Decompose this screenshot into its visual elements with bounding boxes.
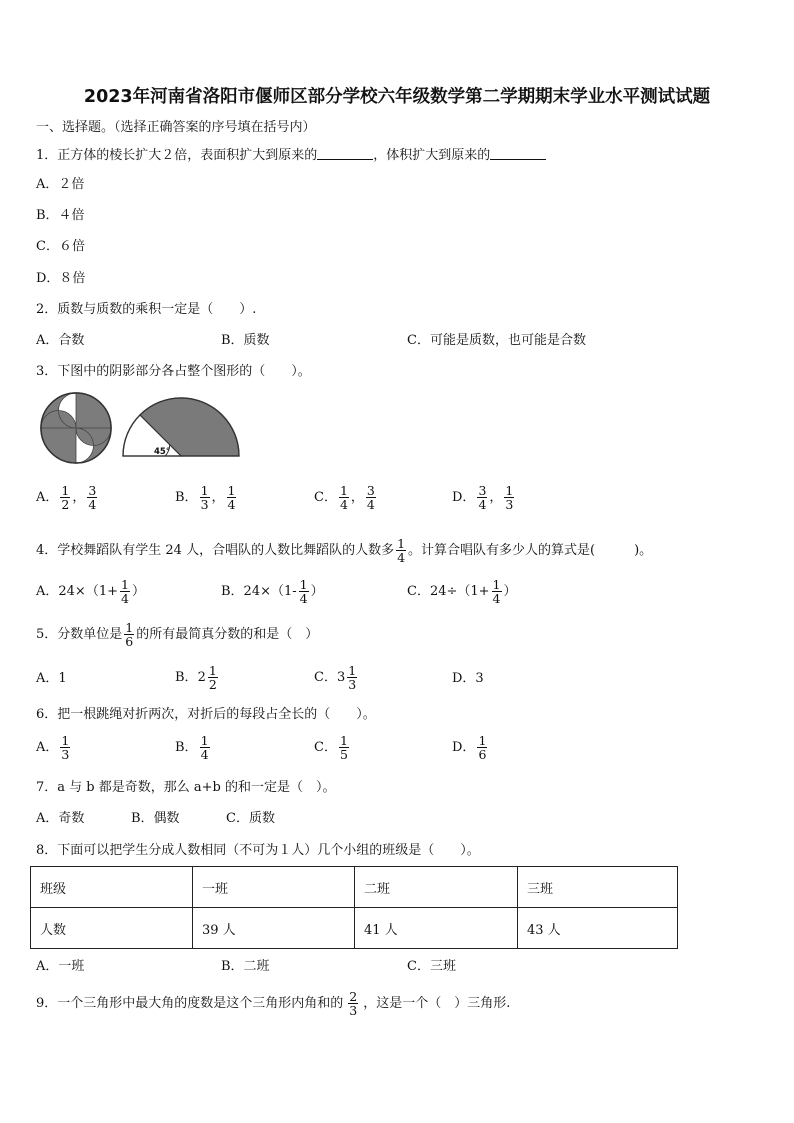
denominator: 2 [208,677,217,693]
numerator: 1 [200,483,209,498]
q6-option-b[interactable] [175,734,212,761]
denominator: 3 [200,497,209,513]
fraction [477,734,487,761]
q6-option-d[interactable] [452,734,489,761]
denominator: 4 [121,591,129,607]
fraction [492,578,502,605]
numerator: 1 [61,483,70,498]
denominator: 6 [125,634,134,650]
numerator: 3 [88,483,97,498]
q6-option-a-label: A． [36,740,59,756]
q6-option-a[interactable] [36,734,72,761]
fraction [124,621,134,648]
numerator: 1 [121,577,129,592]
question-3: 3．下图中的阴影部分各占整个图形的（ ）。 [36,364,311,379]
q5-option-c[interactable] [314,664,359,691]
q3-option-d-label: D． [452,490,476,506]
table-cell: 班级 [31,867,193,908]
q2-option-a[interactable]: A．合数 [36,333,85,348]
semicircle-figure [122,393,244,459]
numerator: 1 [505,483,514,498]
question-6: 6．把一根跳绳对折两次，对折后的每段占全长的（ ）。 [36,707,376,722]
fraction [120,578,130,605]
fraction [299,578,309,605]
q6-option-c[interactable] [314,734,351,761]
q5-text-a: 5．分数单位是 [36,627,123,643]
q1-option-d[interactable]: D．８倍 [36,271,86,286]
q4-option-b-close: ） [310,584,324,600]
table-cell: 二班 [355,867,518,908]
q4-option-c-text: C．24÷（1+ [407,584,490,600]
numerator: 1 [125,620,134,635]
pinwheel-figure [38,391,114,465]
q5-option-c-label: C． [314,670,337,686]
q7-option-a[interactable]: A．奇数 [36,811,85,826]
fraction [366,484,376,511]
question-8: 8．下面可以把学生分成人数相同（不可为１人）几个小组的班级是（ ）。 [36,843,480,858]
denominator: 4 [366,497,375,513]
numerator: 3 [366,483,375,498]
q3-option-a-label: A． [36,490,59,506]
q3-option-a[interactable]: A． $\frac{1}{2}$ ， $\frac{3}{4}$ [36,483,97,513]
denominator: 2 [61,497,70,513]
question-5 [36,621,318,648]
table-cell: 一班 [193,867,355,908]
denominator: 4 [200,747,209,763]
fraction [227,484,237,511]
table-cell: 三班 [518,867,678,908]
numerator: 1 [478,733,487,748]
q4-option-a-close: ） [131,584,145,600]
q4-text-b: 。计算合唱队有多少人的算式是( )。 [408,543,653,559]
numerator: 2 [349,989,358,1004]
mixed-whole: 2 [197,670,206,686]
fraction [208,664,218,691]
q5-option-b[interactable] [175,664,220,691]
table-cell: 41 人 [355,908,518,949]
table-row [31,867,678,908]
table-cell: 人数 [31,908,193,949]
fraction [504,484,514,511]
q5-option-b-label: B． [175,670,198,686]
q4-option-a[interactable] [36,578,145,605]
q5-option-d[interactable]: D．3 [452,671,484,686]
q2-option-c[interactable]: C．可能是质数，也可能是合数 [407,333,586,348]
q1-option-b[interactable]: B．４倍 [36,208,85,223]
numerator: 3 [478,483,487,498]
fraction [60,734,70,761]
question-2: 2．质数与质数的乘积一定是（ ）. [36,302,257,317]
page-title: 2023年河南省洛阳市偃师区部分学校六年级数学第二学期期末学业水平测试试题 [83,87,711,107]
q1-option-a[interactable]: A．２倍 [36,177,85,192]
q5-text-b: 的所有最简真分数的和是（ ） [136,627,319,643]
q1-option-c[interactable]: C．６倍 [36,239,85,254]
mixed-whole: 3 [336,670,346,686]
table-cell: 39 人 [193,908,355,949]
denominator: 3 [348,677,357,693]
denominator: 3 [349,1003,358,1019]
angle-label: 45° [154,447,171,457]
q5-option-a[interactable]: A．1 [36,671,67,686]
q2-option-b[interactable]: B．质数 [221,333,270,348]
q1-text-a: 1．正方体的棱长扩大２倍，表面积扩大到原来的 [36,148,318,163]
fraction [339,484,349,511]
numerator: 1 [299,577,308,592]
q4-option-a-text: A．24×（1+ [36,584,118,600]
numerator: 1 [200,733,209,748]
question-4 [36,537,652,564]
numerator: 1 [339,483,348,498]
denominator: 4 [478,497,487,513]
q8-option-b[interactable]: B．二班 [221,959,270,974]
q8-option-a[interactable]: A．一班 [36,959,85,974]
q7-option-c[interactable]: C．质数 [226,811,275,826]
denominator: 6 [478,747,487,763]
denominator: 3 [505,497,514,513]
q4-option-c-close: ） [503,584,517,600]
fraction [339,734,349,761]
q3-option-b-label: B． [175,490,198,506]
denominator: 5 [339,747,348,763]
q3-option-c-label: C． [314,490,337,506]
q3-option-b[interactable]: B． $\frac{1}{3}$ ， $\frac{1}{4}$ [175,483,236,513]
q1-blank-1[interactable] [317,147,373,160]
q9-text-a: 9．一个三角形中最大角的度数是这个三角形内角和的 [36,996,344,1012]
denominator: 4 [299,591,308,607]
numerator: 1 [61,733,70,748]
numerator: 1 [348,663,357,678]
question-1 [36,147,546,162]
q9-text-b: ，这是一个（ ）三角形. [363,996,511,1012]
denominator: 4 [339,497,348,513]
q4-option-b[interactable] [221,578,324,605]
class-size-table [30,866,678,949]
fraction [200,484,210,511]
fraction [347,664,357,691]
q1-blank-2[interactable] [490,147,546,160]
numerator: 1 [208,663,217,678]
numerator: 1 [492,577,501,592]
numerator: 1 [227,483,236,498]
denominator: 3 [61,747,70,763]
question-9 [36,990,510,1017]
denominator: 4 [397,550,406,566]
q4-option-c[interactable] [407,578,517,605]
q8-option-c[interactable]: C．三班 [407,959,456,974]
denominator: 4 [88,497,97,513]
question-7: 7．a 与 b 都是奇数，那么 a+b 的和一定是（ ）。 [36,780,336,795]
q7-option-b[interactable]: B．偶数 [131,811,180,826]
table-row [31,908,678,949]
denominator: 4 [227,497,236,513]
denominator: 4 [492,591,501,607]
q6-option-d-label: D． [452,740,476,756]
fraction [477,484,487,511]
numerator: 1 [339,733,348,748]
fraction [200,734,210,761]
q6-option-b-label: B． [175,740,198,756]
q3-option-c[interactable]: C． $\frac{1}{4}$ ， $\frac{3}{4}$ [314,483,375,513]
fraction [60,484,70,511]
q6-option-c-label: C． [314,740,337,756]
q4-text-a: 4．学校舞蹈队有学生 24 人，合唱队的人数比舞蹈队的人数多 [36,543,395,559]
q3-option-d[interactable]: D． $\frac{3}{4}$ ， $\frac{1}{3}$ [452,483,514,513]
q1-text-b: ，体积扩大到原来的 [373,148,491,163]
fraction [348,990,358,1017]
table-cell: 43 人 [518,908,678,949]
q4-option-b-text: B．24×（1- [221,584,297,600]
fraction [87,484,97,511]
fraction [396,537,406,564]
section-heading: 一、选择题。（选择正确答案的序号填在括号内） [36,120,316,135]
numerator: 1 [397,536,406,551]
